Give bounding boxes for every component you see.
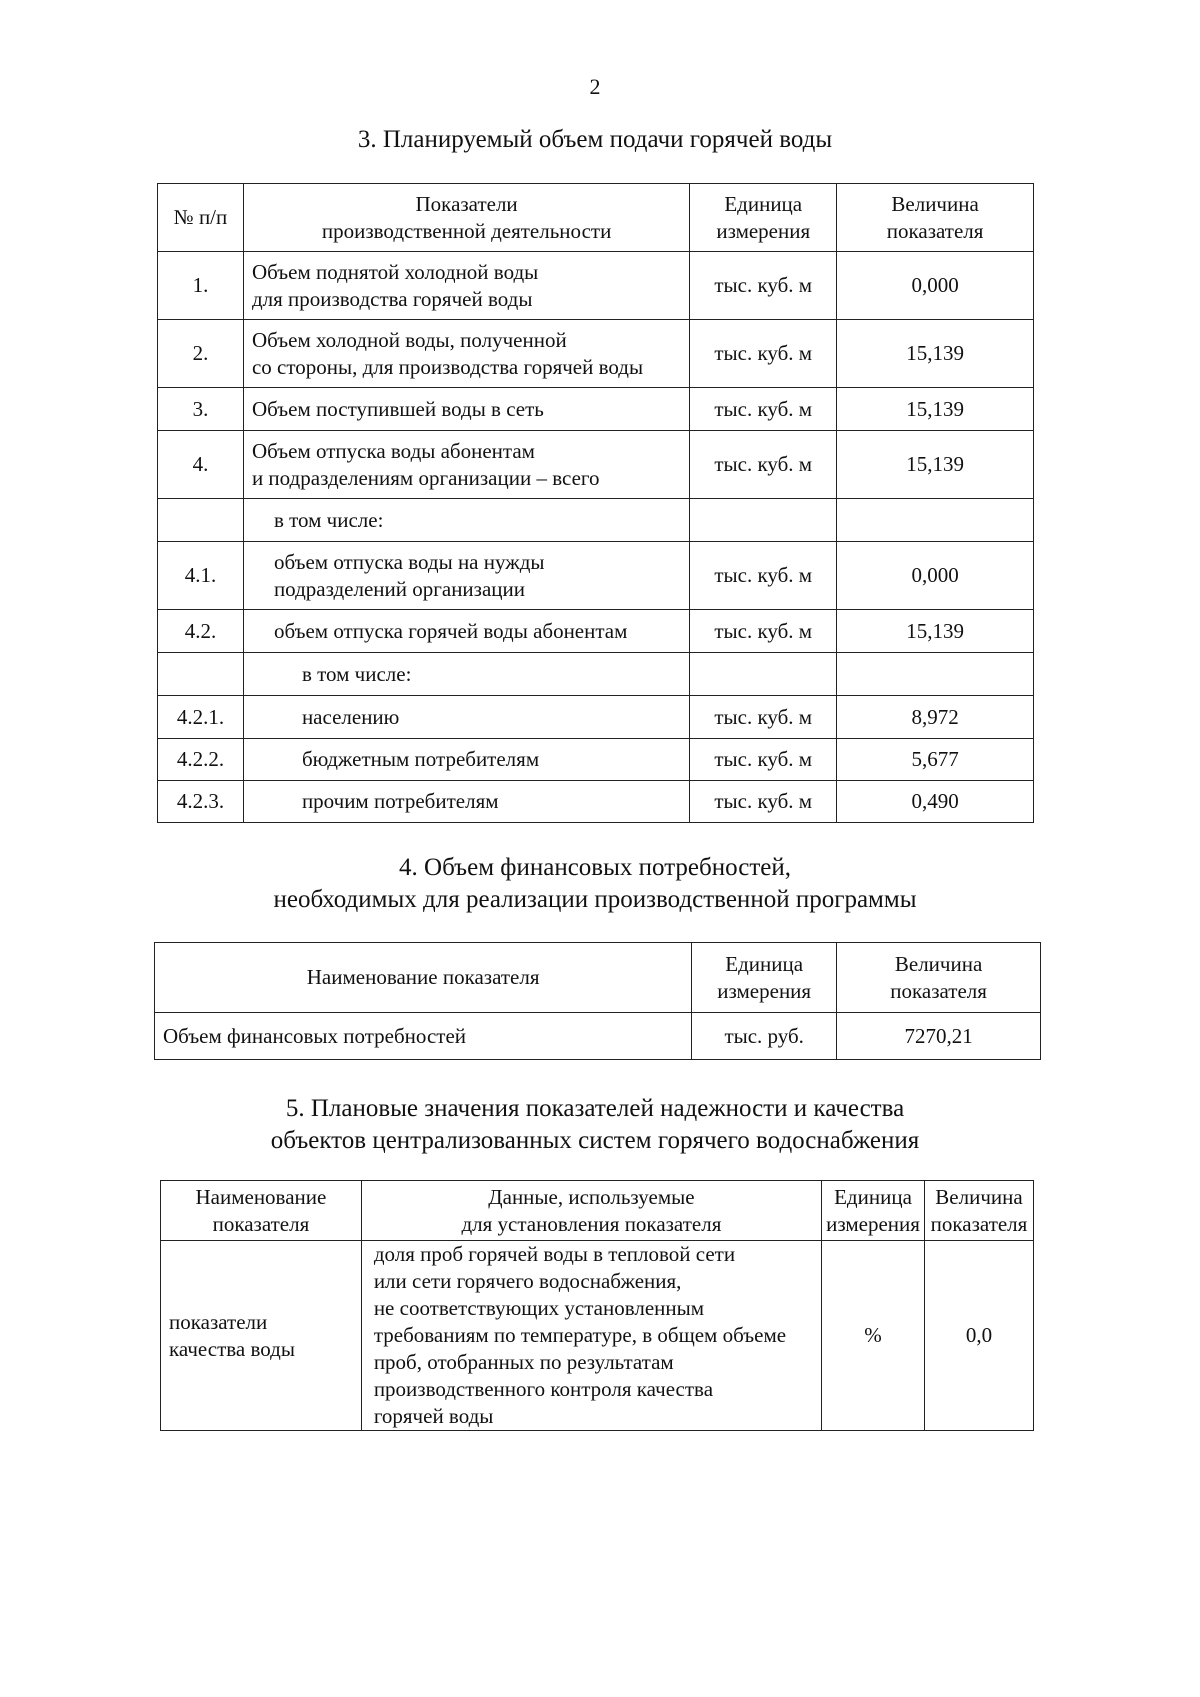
table-row: Объем финансовых потребностей тыс. руб. 7270,21 [155, 1013, 1041, 1060]
table-header-row [161, 1181, 1034, 1241]
header-unit: Единица измерения [692, 943, 837, 1013]
table-row: 1. Объем поднятой холодной воды для производства горячей воды тыс. куб. м 0,000 [158, 252, 1034, 320]
table-row: 4. Объем отпуска воды абонентам и подразделениям организации – всего тыс. куб. м 15,139 [158, 431, 1034, 499]
header-value: Величина показателя [925, 1181, 1034, 1241]
table-row: показатели качества воды доля проб горячей воды в тепловой сети или сети горячего водоснабжения, не соответствующих установленным требованиям по температуре, в общем объеме проб, отобранных по результатам производственного контроля качества горячей воды % 0,0 [161, 1241, 1034, 1431]
page-number: 2 [589, 74, 601, 99]
section-3-title: 3. Планируемый объем подачи горячей воды [357, 126, 833, 153]
header-data: Данные, используемые для установления показателя [361, 1181, 821, 1241]
header-value: Величина показателя [837, 943, 1041, 1013]
header-unit: Единица измерения [822, 1181, 925, 1241]
table-row: 4.2. объем отпуска горячей воды абонентам тыс. куб. м 15,139 [158, 610, 1034, 653]
table-header-row [158, 184, 1034, 252]
table-header-row [155, 943, 1041, 1013]
header-name: Наименование показателя [161, 1181, 362, 1241]
table-row: 4.2.3. прочим потребителям тыс. куб. м 0,490 [158, 781, 1034, 823]
table-row: в том числе: [158, 499, 1034, 542]
header-unit: Единица измерения [690, 184, 837, 252]
water-supply-table [157, 183, 1034, 823]
header-num: № п/п [158, 184, 244, 252]
header-value: Величина показателя [837, 184, 1034, 252]
financial-needs-table [154, 942, 1041, 1060]
section-4-title: 4. Объем финансовых потребностей, необходимых для реализации производственной программы [273, 854, 917, 913]
table-row: 3. Объем поступившей воды в сеть тыс. куб. м 15,139 [158, 388, 1034, 431]
table-row: 2. Объем холодной воды, полученной со стороны, для производства горячей воды тыс. куб. м 15,139 [158, 320, 1034, 388]
table-row: 4.2.1. населению тыс. куб. м 8,972 [158, 696, 1034, 739]
table-row: в том числе: [158, 653, 1034, 696]
table-row: 4.2.2. бюджетным потребителям тыс. куб. м 5,677 [158, 739, 1034, 781]
section-5-title: 5. Плановые значения показателей надежности и качества объектов централизованных систем горячего водоснабжения [270, 1095, 920, 1154]
header-indicator: Показатели производственной деятельности [243, 184, 689, 252]
quality-indicators-table [160, 1180, 1034, 1431]
table-row: 4.1. объем отпуска воды на нужды подразделений организации тыс. куб. м 0,000 [158, 542, 1034, 610]
header-name: Наименование показателя [155, 943, 692, 1013]
